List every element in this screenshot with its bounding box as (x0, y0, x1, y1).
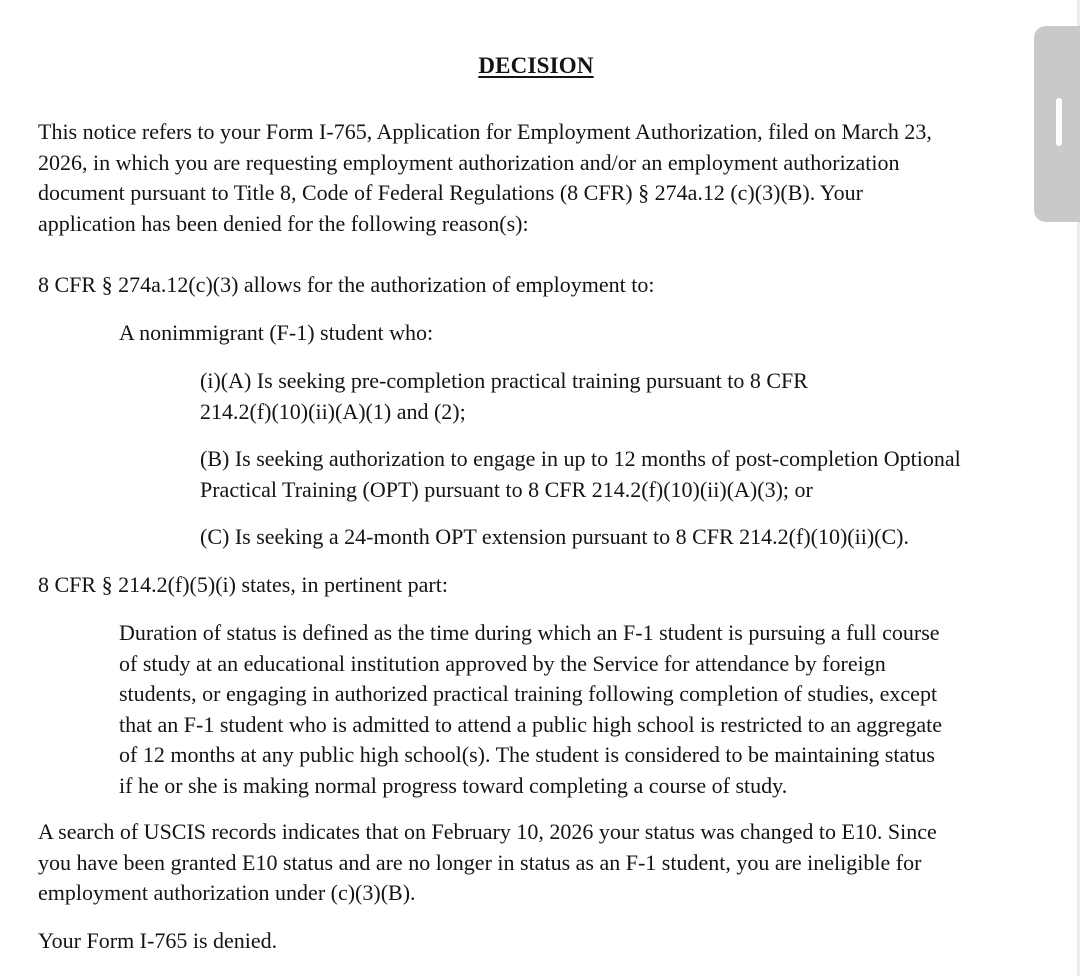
list-item-a-line: 214.2(f)(10)(ii)(A)(1) and (2); (200, 398, 466, 424)
finding-line: employment authorization under (c)(3)(B). (38, 880, 416, 905)
finding-line: A search of USCIS records indicates that on February 10, 2026 your status was changed to E10. Since (38, 819, 937, 844)
quote-line: students, or engaging in authorized practical training following completion of studies, except (119, 681, 938, 706)
quote-line: of 12 months at any public high school(s). The student is considered to be maintaining status (119, 742, 935, 767)
intro-line: 2026, in which you are requesting employment authorization and/or an employment authorization (38, 149, 900, 175)
finding-line: you have been granted E10 status and are no longer in status as an F-1 student, you are ineligible for (38, 849, 922, 875)
list-item-a-line: (i)(A) Is seeking pre-completion practical training pursuant to 8 CFR (200, 368, 808, 393)
intro-line: application has been denied for the following reason(s): (38, 210, 529, 236)
list-item-b-line: (B) Is seeking authorization to engage in up to 12 months of post-completion Optional (200, 446, 961, 471)
quote-line: Duration of status is defined as the time during which an F-1 student is pursuing a full course (119, 620, 940, 645)
intro-paragraph (38, 117, 932, 239)
intro-line: This notice refers to your Form I-765, Application for Employment Authorization, filed on March 23, (38, 119, 932, 144)
quote-line: of study at an educational institution approved by the Service for attendance by foreign (119, 650, 886, 676)
quote-line: that an F-1 student who is admitted to attend a public high school is restricted to an aggregate (119, 711, 942, 737)
quote-paragraph (119, 618, 942, 801)
list-item-a (200, 366, 808, 427)
scrollbar-thumb[interactable] (1056, 98, 1062, 146)
list-item-c (200, 522, 909, 553)
conclusion (38, 926, 277, 957)
regulation-heading (38, 270, 654, 301)
finding-paragraph (38, 817, 937, 909)
regulation-heading-text: 8 CFR § 274a.12(c)(3) allows for the authorization of employment to: (38, 272, 655, 297)
conclusion-text: Your Form I-765 is denied. (38, 928, 278, 953)
list-item-b (200, 444, 961, 505)
regulation2-heading-text: 8 CFR § 214.2(f)(5)(i) states, in pertinent part: (38, 572, 448, 597)
intro-line: document pursuant to Title 8, Code of Federal Regulations (8 CFR) § 274a.12 (c)(3)(B). Your (38, 180, 863, 205)
list-item-c-line: (C) Is seeking a 24-month OPT extension pursuant to 8 CFR 214.2(f)(10)(ii)(C). (200, 524, 910, 549)
regulation-subheading (119, 318, 433, 349)
list-item-b-line: Practical Training (OPT) pursuant to 8 CFR 214.2(f)(10)(ii)(A)(3); or (200, 476, 813, 502)
regulation-subheading-text: A nonimmigrant (F-1) student who: (119, 320, 434, 345)
regulation2-heading (38, 570, 448, 601)
decision-title: DECISION (478, 53, 594, 78)
quote-line: if he or she is making normal progress toward completing a course of study. (119, 772, 788, 798)
